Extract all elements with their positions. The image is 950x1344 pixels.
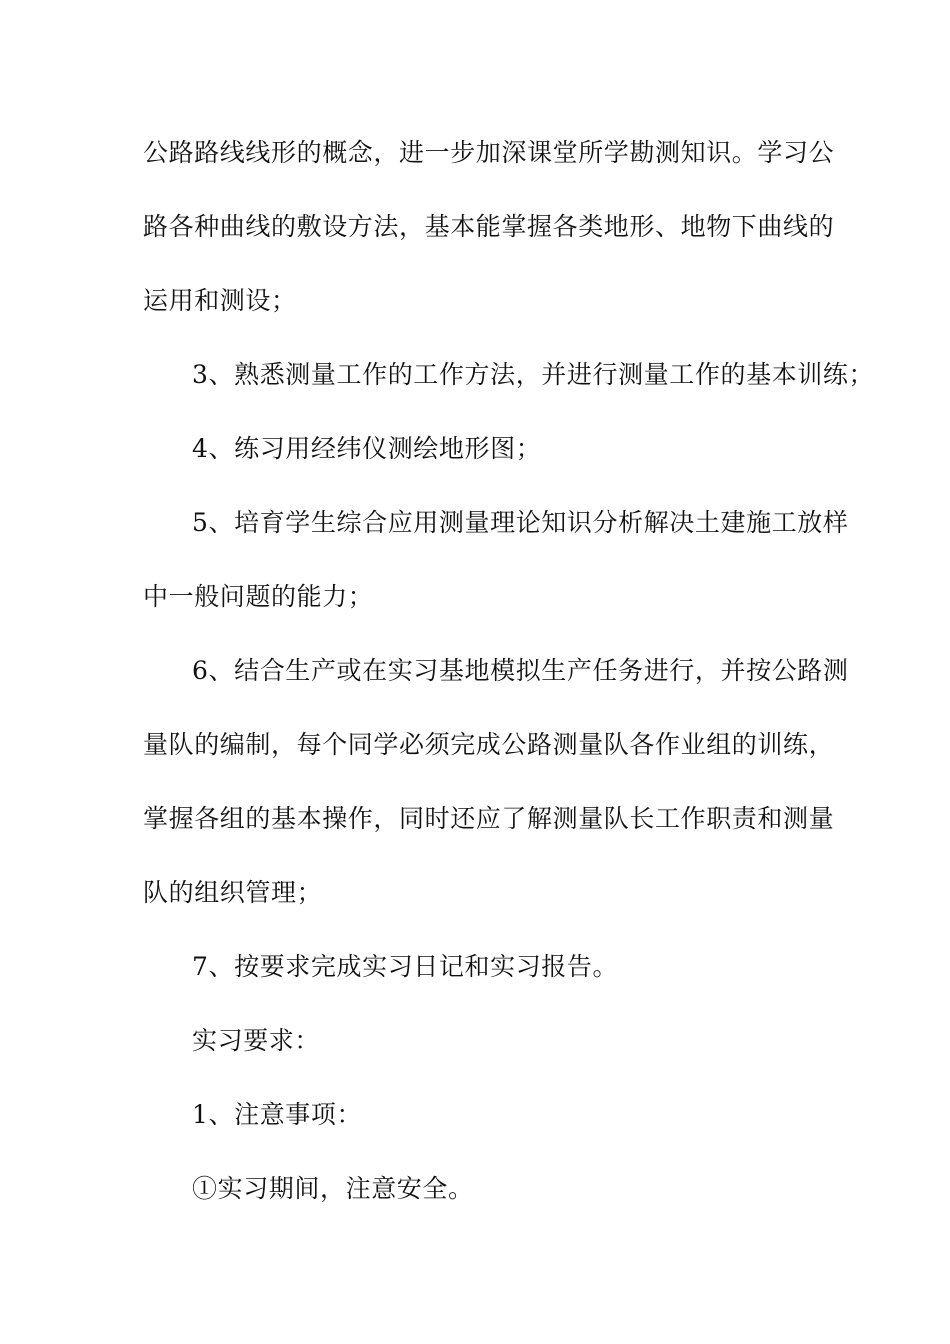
text-line: 4、练习用经纬仪测绘地形图；	[192, 434, 542, 463]
text-line: 路各种曲线的敷设方法，基本能掌握各类地形、地物下曲线的	[143, 212, 835, 241]
text-line: 3、熟悉测量工作的工作方法，并进行测量工作的基本训练；	[192, 360, 875, 389]
text-line: ①实习期间，注意安全。	[192, 1174, 474, 1203]
text-line: 运用和测设；	[143, 286, 297, 315]
subheading: 1、注意事项：	[192, 1100, 363, 1129]
text-line: 6、结合生产或在实习基地模拟生产任务进行，并按公路测	[192, 656, 849, 685]
text-line: 5、培育学生综合应用测量理论知识分析解决土建施工放样	[192, 508, 849, 537]
text-line: 公路路线线形的概念，进一步加深课堂所学勘测知识。学习公	[143, 138, 835, 167]
text-line: 量队的编制，每个同学必须完成公路测量队各作业组的训练，	[143, 730, 835, 759]
text-line: 中一般问题的能力；	[143, 582, 374, 611]
section-heading: 实习要求：	[192, 1026, 321, 1055]
text-line: 队的组织管理；	[143, 878, 323, 907]
text-line: 7、按要求完成实习日记和实习报告。	[192, 952, 619, 981]
text-line: 掌握各组的基本操作，同时还应了解测量队长工作职责和测量	[143, 804, 835, 833]
